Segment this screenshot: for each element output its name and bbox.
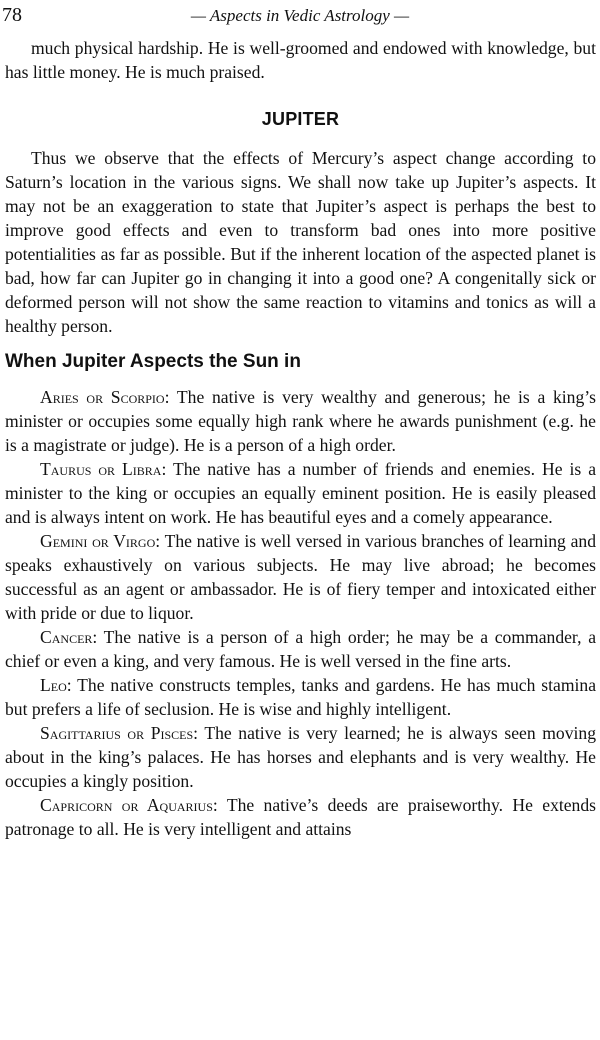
sign-paragraph-sagittarius-pisces — [5, 721, 596, 793]
sign-label: Taurus or Libra: — [40, 459, 167, 479]
jupiter-intro-paragraph: Thus we observe that the effects of Mercury’s aspect change according to Saturn’s location in the various signs. We shall now take up Jupiter’s aspects. It may not be an exaggeration to state that Jupiter’s aspect is perhaps the best to improve good effects and even to transform bad ones into more positive potentialities as far as possible. But if the inherent location of the aspected planet is bad, how far can Jupiter go in changing it into a good one? A congenitally sick or deformed person will not show the same reaction to vitamins and tonics as will a healthy person. — [5, 148, 596, 336]
sign-paragraph-leo — [5, 673, 596, 721]
sign-label: Cancer: — [40, 627, 98, 647]
sign-label: Aries or Scorpio: — [40, 387, 170, 407]
intro-continuation-paragraph: much physical hardship. He is well-groomed and endowed with knowledge, but has little money. He is much praised. — [5, 38, 596, 82]
sign-text: The native is well versed in various branches of learning and speaks exhaustively on various subjects. He may live abroad; he becomes successful as an agent or ambassador. He is of fiery temper and intoxicated either with pride or due to liquor. — [5, 531, 596, 623]
sign-paragraph-capricorn-aquarius — [5, 793, 596, 841]
subsection-heading: When Jupiter Aspects the Sun in — [5, 351, 301, 372]
sign-text: The native is very learned; he is always seen moving about in the king’s palaces. He has horses and elephants and is very wealthy. He occupies a kingly position. — [5, 723, 596, 791]
sign-paragraph-aries-scorpio — [5, 385, 596, 457]
sign-paragraph-gemini-virgo — [5, 529, 596, 625]
sign-text: The native has a number of friends and enemies. He is a minister to the king or occupies an equally eminent position. He is easily pleased and is always intent on work. He has beautiful eyes and a comely appearance. — [5, 459, 596, 527]
page-header — [0, 4, 600, 30]
sign-text: The native’s deeds are praiseworthy. He extends patronage to all. He is very intelligent and attains — [5, 795, 596, 839]
section-heading-jupiter: JUPITER — [261, 109, 340, 129]
sign-text: The native constructs temples, tanks and gardens. He has much stamina but prefers a life of seclusion. He is wise and highly intelligent. — [5, 675, 596, 719]
sign-label: Capricorn or Aquarius: — [40, 795, 218, 815]
body-text — [5, 36, 596, 841]
sign-text: The native is a person of a high order; he may be a commander, a chief or even a king, and very famous. He is well versed in the fine arts. — [5, 627, 596, 671]
sign-label: Leo: — [40, 675, 72, 695]
sign-label: Sagittarius or Pisces: — [40, 723, 199, 743]
sign-paragraph-cancer — [5, 625, 596, 673]
sign-paragraph-taurus-libra — [5, 457, 596, 529]
page-number: 78 — [2, 4, 22, 26]
sign-text: The native is very wealthy and generous; he is a king’s minister or occupies some equally high rank where he awards punishment (e.g. he is a magistrate or judge). He is a person of a high order. — [5, 387, 597, 455]
sign-label: Gemini or Virgo: — [40, 531, 161, 551]
running-title: — Aspects in Vedic Astrology — — [190, 6, 410, 25]
